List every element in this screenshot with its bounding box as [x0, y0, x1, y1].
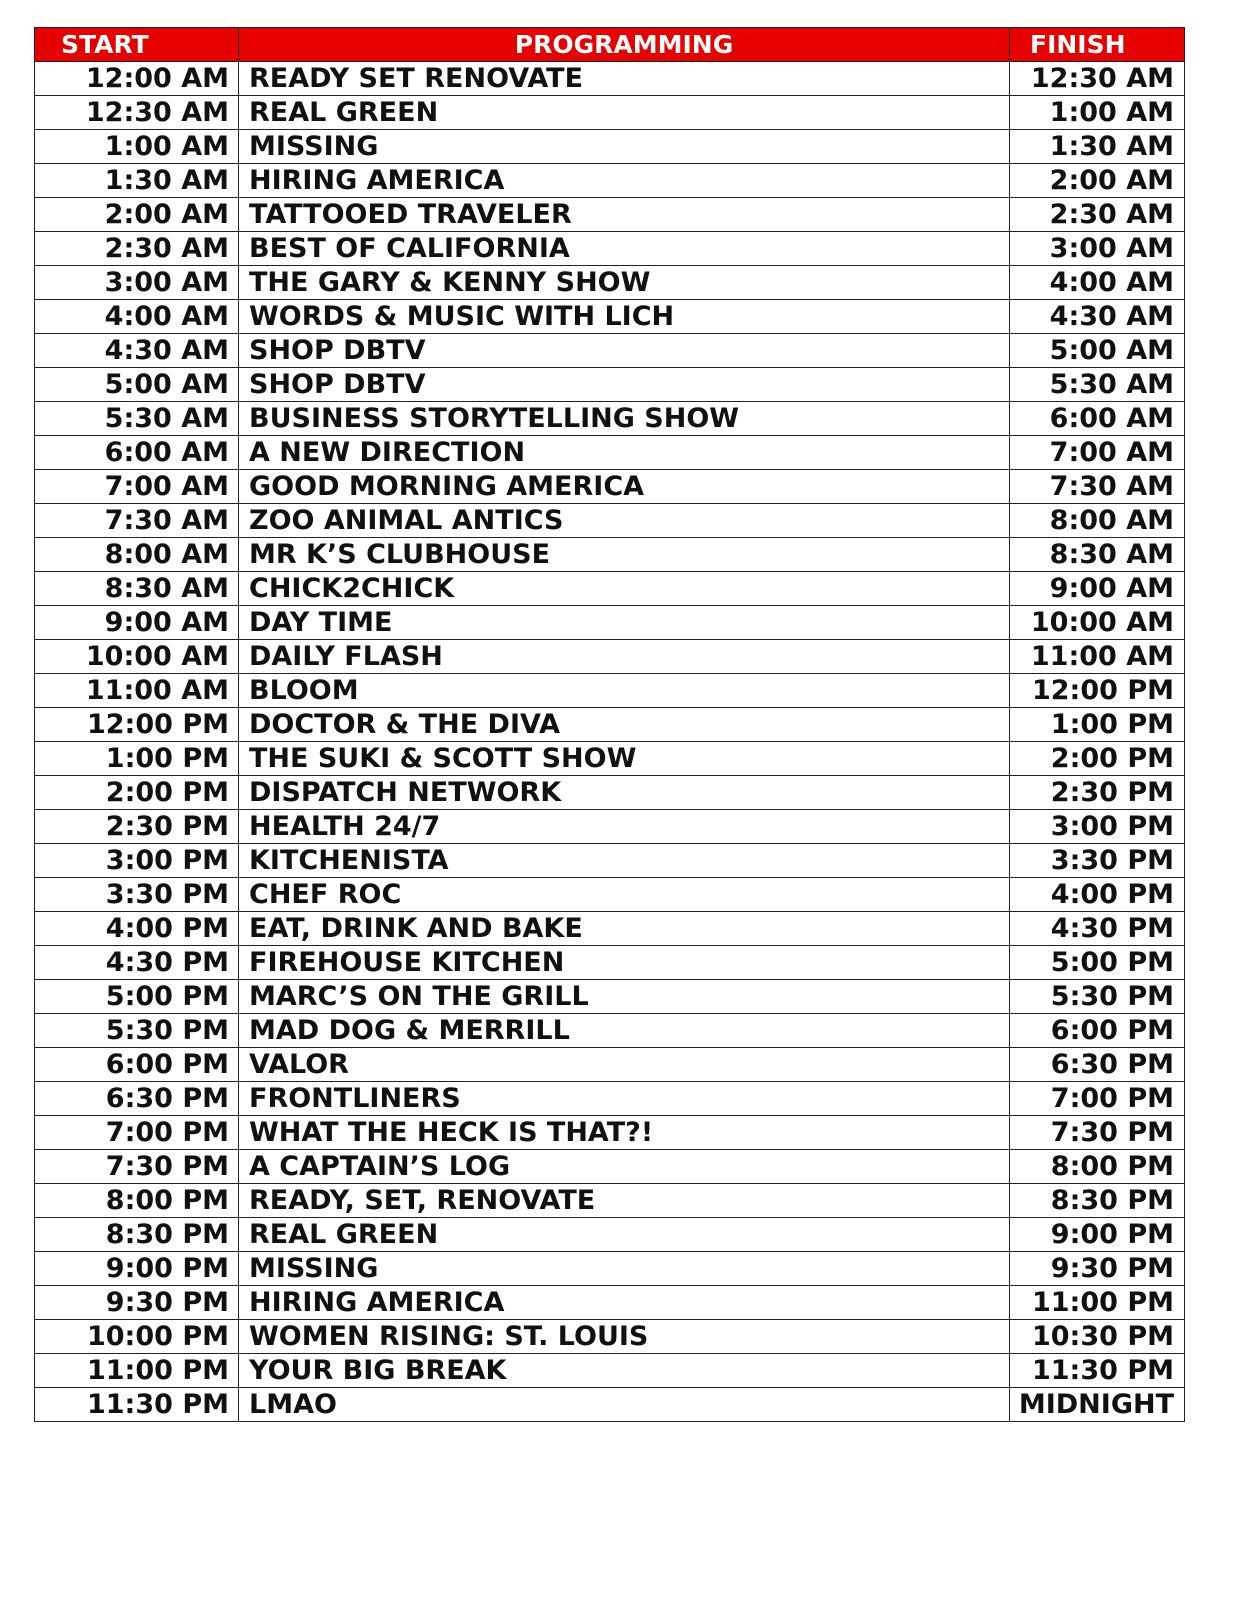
- start-time-cell: 1:30 AM: [35, 164, 239, 198]
- finish-time-cell: 7:30 AM: [1010, 470, 1185, 504]
- table-row: [35, 164, 1185, 198]
- start-time-cell: 2:00 AM: [35, 198, 239, 232]
- program-title-cell: KITCHENISTA: [239, 844, 1010, 878]
- finish-time-cell: 3:00 AM: [1010, 232, 1185, 266]
- table-row: [35, 1014, 1185, 1048]
- start-time-cell: 5:00 PM: [35, 980, 239, 1014]
- finish-time-cell: 2:00 PM: [1010, 742, 1185, 776]
- table-row: [35, 1150, 1185, 1184]
- start-time-cell: 8:00 AM: [35, 538, 239, 572]
- table-row: [35, 776, 1185, 810]
- program-title-cell: BUSINESS STORYTELLING SHOW: [239, 402, 1010, 436]
- start-time-cell: 3:00 PM: [35, 844, 239, 878]
- finish-time-cell: 2:30 AM: [1010, 198, 1185, 232]
- finish-time-cell: 5:00 AM: [1010, 334, 1185, 368]
- program-title-cell: ZOO ANIMAL ANTICS: [239, 504, 1010, 538]
- finish-time-cell: 9:00 PM: [1010, 1218, 1185, 1252]
- start-time-cell: 2:00 PM: [35, 776, 239, 810]
- finish-time-cell: 11:30 PM: [1010, 1354, 1185, 1388]
- program-title-cell: DAY TIME: [239, 606, 1010, 640]
- program-title-cell: A NEW DIRECTION: [239, 436, 1010, 470]
- program-title-cell: A CAPTAIN’S LOG: [239, 1150, 1010, 1184]
- header-finish: FINISH: [1010, 28, 1185, 62]
- start-time-cell: 11:30 PM: [35, 1388, 239, 1422]
- program-title-cell: YOUR BIG BREAK: [239, 1354, 1010, 1388]
- start-time-cell: 4:00 AM: [35, 300, 239, 334]
- start-time-cell: 12:00 AM: [35, 62, 239, 96]
- finish-time-cell: 1:30 AM: [1010, 130, 1185, 164]
- finish-time-cell: 6:00 PM: [1010, 1014, 1185, 1048]
- table-row: [35, 742, 1185, 776]
- program-title-cell: READY SET RENOVATE: [239, 62, 1010, 96]
- finish-time-cell: 1:00 PM: [1010, 708, 1185, 742]
- start-time-cell: 1:00 PM: [35, 742, 239, 776]
- finish-time-cell: 12:00 PM: [1010, 674, 1185, 708]
- program-title-cell: WHAT THE HECK IS THAT?!: [239, 1116, 1010, 1150]
- table-row: [35, 470, 1185, 504]
- table-row: [35, 62, 1185, 96]
- start-time-cell: 3:30 PM: [35, 878, 239, 912]
- start-time-cell: 5:30 PM: [35, 1014, 239, 1048]
- program-title-cell: GOOD MORNING AMERICA: [239, 470, 1010, 504]
- program-title-cell: SHOP DBTV: [239, 368, 1010, 402]
- program-title-cell: TATTOOED TRAVELER: [239, 198, 1010, 232]
- table-row: [35, 1388, 1185, 1422]
- finish-time-cell: MIDNIGHT: [1010, 1388, 1185, 1422]
- start-time-cell: 12:30 AM: [35, 96, 239, 130]
- start-time-cell: 9:00 AM: [35, 606, 239, 640]
- finish-time-cell: 8:00 AM: [1010, 504, 1185, 538]
- table-row: [35, 198, 1185, 232]
- program-title-cell: DISPATCH NETWORK: [239, 776, 1010, 810]
- program-title-cell: BLOOM: [239, 674, 1010, 708]
- finish-time-cell: 4:30 PM: [1010, 912, 1185, 946]
- program-title-cell: BEST OF CALIFORNIA: [239, 232, 1010, 266]
- start-time-cell: 8:30 AM: [35, 572, 239, 606]
- table-row: [35, 572, 1185, 606]
- finish-time-cell: 7:30 PM: [1010, 1116, 1185, 1150]
- program-title-cell: MAD DOG & MERRILL: [239, 1014, 1010, 1048]
- finish-time-cell: 2:30 PM: [1010, 776, 1185, 810]
- finish-time-cell: 5:30 PM: [1010, 980, 1185, 1014]
- finish-time-cell: 8:30 AM: [1010, 538, 1185, 572]
- table-row: [35, 606, 1185, 640]
- program-title-cell: MISSING: [239, 130, 1010, 164]
- start-time-cell: 7:30 PM: [35, 1150, 239, 1184]
- header-row: [35, 28, 1185, 62]
- table-row: [35, 1048, 1185, 1082]
- start-time-cell: 9:00 PM: [35, 1252, 239, 1286]
- start-time-cell: 11:00 AM: [35, 674, 239, 708]
- table-row: [35, 980, 1185, 1014]
- table-row: [35, 538, 1185, 572]
- program-title-cell: HEALTH 24/7: [239, 810, 1010, 844]
- program-title-cell: CHICK2CHICK: [239, 572, 1010, 606]
- start-time-cell: 6:00 AM: [35, 436, 239, 470]
- finish-time-cell: 6:00 AM: [1010, 402, 1185, 436]
- program-title-cell: MR K’S CLUBHOUSE: [239, 538, 1010, 572]
- program-title-cell: DOCTOR & THE DIVA: [239, 708, 1010, 742]
- table-row: [35, 1116, 1185, 1150]
- finish-time-cell: 7:00 AM: [1010, 436, 1185, 470]
- table-row: [35, 946, 1185, 980]
- table-row: [35, 1354, 1185, 1388]
- start-time-cell: 5:00 AM: [35, 368, 239, 402]
- program-title-cell: VALOR: [239, 1048, 1010, 1082]
- start-time-cell: 9:30 PM: [35, 1286, 239, 1320]
- program-title-cell: REAL GREEN: [239, 96, 1010, 130]
- table-row: [35, 708, 1185, 742]
- finish-time-cell: 4:00 PM: [1010, 878, 1185, 912]
- start-time-cell: 6:30 PM: [35, 1082, 239, 1116]
- table-row: [35, 640, 1185, 674]
- program-title-cell: FIREHOUSE KITCHEN: [239, 946, 1010, 980]
- finish-time-cell: 3:00 PM: [1010, 810, 1185, 844]
- start-time-cell: 12:00 PM: [35, 708, 239, 742]
- start-time-cell: 1:00 AM: [35, 130, 239, 164]
- table-row: [35, 232, 1185, 266]
- table-row: [35, 1218, 1185, 1252]
- start-time-cell: 2:30 PM: [35, 810, 239, 844]
- program-title-cell: REAL GREEN: [239, 1218, 1010, 1252]
- start-time-cell: 7:00 PM: [35, 1116, 239, 1150]
- table-row: [35, 300, 1185, 334]
- finish-time-cell: 10:00 AM: [1010, 606, 1185, 640]
- table-row: [35, 810, 1185, 844]
- finish-time-cell: 12:30 AM: [1010, 62, 1185, 96]
- program-title-cell: EAT, DRINK AND BAKE: [239, 912, 1010, 946]
- table-row: [35, 844, 1185, 878]
- start-time-cell: 8:00 PM: [35, 1184, 239, 1218]
- table-row: [35, 266, 1185, 300]
- table-row: [35, 1252, 1185, 1286]
- program-title-cell: MISSING: [239, 1252, 1010, 1286]
- finish-time-cell: 6:30 PM: [1010, 1048, 1185, 1082]
- program-title-cell: HIRING AMERICA: [239, 1286, 1010, 1320]
- table-row: [35, 96, 1185, 130]
- start-time-cell: 10:00 AM: [35, 640, 239, 674]
- table-row: [35, 1082, 1185, 1116]
- table-row: [35, 436, 1185, 470]
- finish-time-cell: 4:00 AM: [1010, 266, 1185, 300]
- table-row: [35, 368, 1185, 402]
- finish-time-cell: 11:00 PM: [1010, 1286, 1185, 1320]
- finish-time-cell: 9:30 PM: [1010, 1252, 1185, 1286]
- finish-time-cell: 5:30 AM: [1010, 368, 1185, 402]
- table-row: [35, 402, 1185, 436]
- start-time-cell: 4:00 PM: [35, 912, 239, 946]
- finish-time-cell: 4:30 AM: [1010, 300, 1185, 334]
- finish-time-cell: 8:30 PM: [1010, 1184, 1185, 1218]
- finish-time-cell: 11:00 AM: [1010, 640, 1185, 674]
- table-row: [35, 1184, 1185, 1218]
- program-title-cell: DAILY FLASH: [239, 640, 1010, 674]
- program-title-cell: THE GARY & KENNY SHOW: [239, 266, 1010, 300]
- start-time-cell: 8:30 PM: [35, 1218, 239, 1252]
- schedule-body: [35, 62, 1185, 1422]
- finish-time-cell: 2:00 AM: [1010, 164, 1185, 198]
- schedule-table: [34, 27, 1185, 1422]
- program-title-cell: WORDS & MUSIC WITH LICH: [239, 300, 1010, 334]
- finish-time-cell: 3:30 PM: [1010, 844, 1185, 878]
- table-row: [35, 878, 1185, 912]
- start-time-cell: 4:30 AM: [35, 334, 239, 368]
- start-time-cell: 3:00 AM: [35, 266, 239, 300]
- program-title-cell: FRONTLINERS: [239, 1082, 1010, 1116]
- program-title-cell: LMAO: [239, 1388, 1010, 1422]
- program-title-cell: READY, SET, RENOVATE: [239, 1184, 1010, 1218]
- table-row: [35, 130, 1185, 164]
- schedule-header: [35, 28, 1185, 62]
- finish-time-cell: 9:00 AM: [1010, 572, 1185, 606]
- table-row: [35, 334, 1185, 368]
- table-row: [35, 504, 1185, 538]
- table-row: [35, 1320, 1185, 1354]
- finish-time-cell: 1:00 AM: [1010, 96, 1185, 130]
- header-programming: PROGRAMMING: [239, 28, 1010, 62]
- table-row: [35, 674, 1185, 708]
- start-time-cell: 2:30 AM: [35, 232, 239, 266]
- start-time-cell: 4:30 PM: [35, 946, 239, 980]
- start-time-cell: 6:00 PM: [35, 1048, 239, 1082]
- start-time-cell: 7:00 AM: [35, 470, 239, 504]
- header-start: START: [35, 28, 239, 62]
- program-title-cell: CHEF ROC: [239, 878, 1010, 912]
- program-title-cell: WOMEN RISING: ST. LOUIS: [239, 1320, 1010, 1354]
- start-time-cell: 10:00 PM: [35, 1320, 239, 1354]
- start-time-cell: 11:00 PM: [35, 1354, 239, 1388]
- program-title-cell: THE SUKI & SCOTT SHOW: [239, 742, 1010, 776]
- finish-time-cell: 10:30 PM: [1010, 1320, 1185, 1354]
- program-title-cell: MARC’S ON THE GRILL: [239, 980, 1010, 1014]
- table-row: [35, 912, 1185, 946]
- finish-time-cell: 5:00 PM: [1010, 946, 1185, 980]
- start-time-cell: 5:30 AM: [35, 402, 239, 436]
- finish-time-cell: 8:00 PM: [1010, 1150, 1185, 1184]
- program-title-cell: SHOP DBTV: [239, 334, 1010, 368]
- start-time-cell: 7:30 AM: [35, 504, 239, 538]
- program-title-cell: HIRING AMERICA: [239, 164, 1010, 198]
- finish-time-cell: 7:00 PM: [1010, 1082, 1185, 1116]
- table-row: [35, 1286, 1185, 1320]
